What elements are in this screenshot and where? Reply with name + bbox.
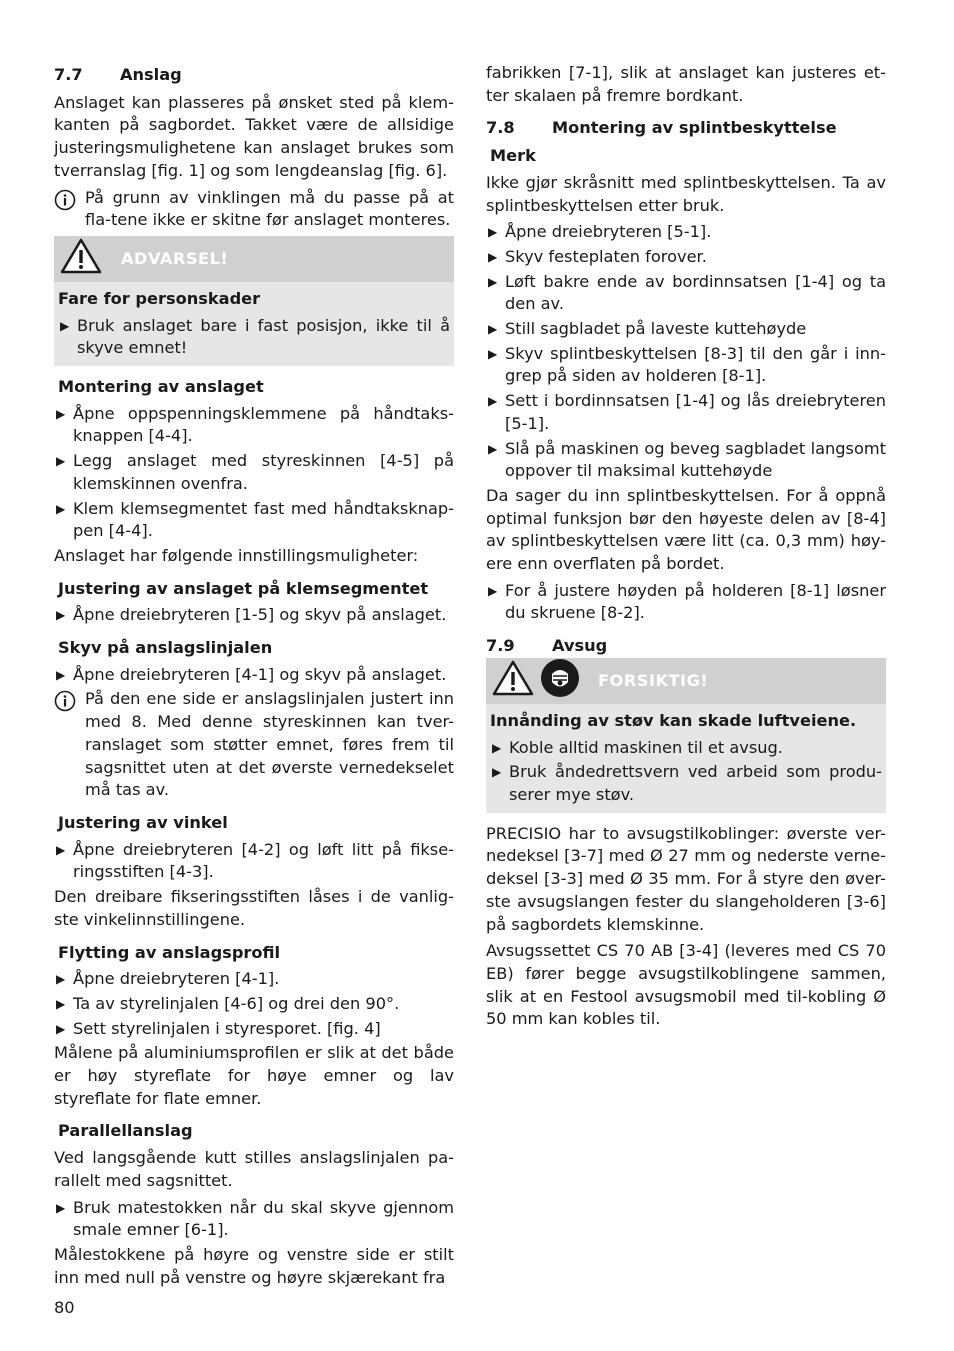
triangle-bullet-icon: ▶	[56, 454, 66, 469]
bullet-item: ▶ Koble alltid maskinen til et avsug.	[490, 737, 882, 760]
section-number: 7.9	[486, 636, 515, 656]
note-text: På grunn av vinklingen må du passe på at fla-tene ikke er skitne før anslaget monteres.	[85, 187, 454, 230]
triangle-bullet-icon: ▶	[56, 406, 66, 421]
section-heading	[54, 64, 454, 87]
bullet-item: ▶ Skyv festeplaten forover.	[486, 246, 886, 269]
bullet-item: ▶ Åpne oppspenningsklemmene på håndtaks-knappen [4-4].	[54, 403, 454, 448]
subheading: Merk	[490, 146, 536, 166]
triangle-bullet-icon: ▶	[56, 1021, 66, 1036]
subheading: Justering av anslaget på klemsegmentet	[58, 578, 429, 598]
paragraph: PRECISIO har to avsugstilkoblinger: øverste ver-nedeksel [3-7] med Ø 27 mm og nederste verne-deksel [3-3] med Ø 35 mm. For å styre den øver-ste avsugslangen fester du slangeholderen [3-6] på sagbordets klemskinne.	[486, 823, 886, 934]
triangle-bullet-icon: ▶	[488, 249, 498, 264]
bullet-item: ▶ Løft bakre ende av bordinnsatsen [1-4] og ta den av.	[486, 271, 886, 316]
info-note	[54, 688, 454, 802]
triangle-bullet-icon: ▶	[492, 765, 502, 780]
triangle-bullet-icon: ▶	[56, 972, 66, 987]
paragraph: Anslaget kan plasseres på ønsket sted på klem-kanten på sagbordet. Takket være de allsidige justeringsmulighetene kan anslaget brukes som tverranslag [fig. 1] og som lengdeanslag [fig. 6].	[54, 92, 454, 180]
section-title: Avsug	[552, 636, 608, 656]
triangle-bullet-icon: ▶	[492, 740, 502, 755]
bullet-item: ▶ Bruk matestokken når du skal skyve gjennom smale emner [6-1].	[54, 1197, 454, 1242]
bullet-item: ▶ Skyv splintbeskyttelsen [8-3] til den går i inn-grep på siden av holderen [8-1].	[486, 343, 886, 388]
triangle-bullet-icon: ▶	[488, 441, 498, 456]
bullet-item: ▶ Sett i bordinnsatsen [1-4] og lås dreiebryteren [5-1].	[486, 390, 886, 435]
triangle-bullet-icon: ▶	[488, 394, 498, 409]
warning-body	[54, 282, 454, 366]
triangle-bullet-icon: ▶	[56, 996, 66, 1011]
caution-label: FORSIKTIG!	[598, 670, 709, 690]
right-column	[486, 62, 886, 1035]
warning-triangle-icon	[491, 659, 535, 704]
triangle-bullet-icon: ▶	[488, 346, 498, 361]
bullet-item: ▶ Klem klemsegmentet fast med håndtaksknap-pen [4-4].	[54, 498, 454, 543]
paragraph: Målestokkene på høyre og venstre side er stilt inn med null på venstre og høyre skjærekant fra	[54, 1244, 454, 1287]
bullet-item: ▶ Still sagbladet på laveste kuttehøyde	[486, 318, 886, 341]
caution-header	[486, 658, 886, 704]
section-heading	[486, 635, 886, 658]
warning-box	[54, 236, 454, 366]
subheading: Parallellanslag	[58, 1121, 193, 1141]
subheading: Flytting av anslagsprofil	[58, 942, 281, 962]
bullet-item: ▶ Sett styrelinjalen i styresporet. [fig. 4]	[54, 1018, 454, 1041]
subheading: Montering av anslaget	[58, 377, 264, 397]
bullet-item: ▶ Ta av styrelinjalen [4-6] og drei den 90°.	[54, 993, 454, 1016]
warning-label: ADVARSEL!	[121, 248, 229, 268]
triangle-bullet-icon: ▶	[488, 225, 498, 240]
bullet-item: ▶ Åpne dreiebryteren [4-2] og løft litt på fikse-ringsstiften [4-3].	[54, 839, 454, 884]
section-title: Anslag	[120, 65, 182, 84]
section-number: 7.7	[54, 65, 83, 84]
warning-triangle-icon	[59, 237, 103, 282]
bullet-item: ▶ Bruk anslaget bare i fast posisjon, ikke til å skyve emnet!	[58, 315, 450, 360]
section-heading	[486, 117, 886, 140]
page-number: 80	[54, 1298, 75, 1317]
paragraph: Ikke gjør skråsnitt med splintbeskyttelsen. Ta av splintbeskyttelsen etter bruk.	[486, 172, 886, 215]
note-text: På den ene side er anslagslinjalen justert inn med 8. Med denne styreskinnen kan tver-ranslaget som støtter emnet, føres frem til sagsnittet uten at det øverste vernedekselet må tas av.	[85, 689, 454, 800]
bullet-item: ▶ Åpne dreiebryteren [4-1] og skyv på anslaget.	[54, 664, 454, 687]
triangle-bullet-icon: ▶	[60, 318, 70, 333]
paragraph: fabrikken [7-1], slik at anslaget kan justeres et-ter skalaen på fremre bordkant.	[486, 63, 886, 105]
bullet-item: ▶ Slå på maskinen og beveg sagbladet langsomt oppover til maksimal kuttehøyde	[486, 438, 886, 483]
paragraph: Ved langsgående kutt stilles anslagslinjalen pa-rallelt med sagsnittet.	[54, 1148, 454, 1190]
section-title: Montering av splintbeskyttelse	[552, 118, 837, 138]
paragraph: Avsugssettet CS 70 AB [3-4] (leveres med CS 70 EB) fører begge avsugstilkoblingene sammen, slik at en Festool avsugsmobil med til-kobling Ø 50 mm kan kobles til.	[486, 941, 886, 1029]
info-icon	[54, 187, 85, 232]
triangle-bullet-icon: ▶	[56, 608, 66, 623]
subheading: Justering av vinkel	[58, 812, 228, 832]
bullet-item: ▶ Legg anslaget med styreskinnen [4-5] på klemskinnen ovenfra.	[54, 450, 454, 495]
caution-title: Innånding av støv kan skade luftveiene.	[490, 710, 857, 730]
bullet-item: ▶ Åpne dreiebryteren [1-5] og skyv på anslaget.	[54, 604, 454, 627]
bullet-item: ▶ Åpne dreiebryteren [4-1].	[54, 968, 454, 991]
section-number: 7.8	[486, 118, 515, 138]
paragraph: Den dreibare fikseringsstiften låses i de vanlig-ste vinkelinnstillingene.	[54, 887, 454, 929]
triangle-bullet-icon: ▶	[56, 1200, 66, 1215]
warning-header	[54, 236, 454, 282]
bullet-item: ▶ Bruk åndedrettsvern ved arbeid som produ-serer mye støv.	[490, 761, 882, 806]
caution-box	[486, 658, 886, 813]
paragraph: Da sager du inn splintbeskyttelsen. For å oppnå optimal funksjon bør den høyeste delen av [8-4] av splintbeskyttelsen være litt (ca. 0,3 mm) høy-ere enn overflaten på bordet.	[486, 485, 886, 574]
triangle-bullet-icon: ▶	[488, 583, 498, 598]
left-column	[54, 62, 454, 1293]
info-icon	[54, 688, 85, 802]
info-note	[54, 187, 454, 232]
caution-body	[486, 704, 886, 813]
triangle-bullet-icon: ▶	[56, 667, 66, 682]
bullet-item: ▶ Åpne dreiebryteren [5-1].	[486, 221, 886, 244]
paragraph: Anslaget har følgende innstillingsmuligheter:	[54, 545, 419, 565]
subheading: Skyv på anslagslinjalen	[58, 638, 273, 658]
dust-mask-icon	[540, 658, 580, 705]
warning-title: Fare for personskader	[58, 288, 261, 308]
bullet-item: ▶ For å justere høyden på holderen [8-1] løsner du skruene [8-2].	[486, 580, 886, 625]
triangle-bullet-icon: ▶	[488, 274, 498, 289]
triangle-bullet-icon: ▶	[56, 842, 66, 857]
paragraph: Målene på aluminiumsprofilen er slik at det både er høy styreflate for høye emner og lav styreflate for flate emner.	[54, 1043, 454, 1108]
triangle-bullet-icon: ▶	[56, 501, 66, 516]
triangle-bullet-icon: ▶	[488, 322, 498, 337]
